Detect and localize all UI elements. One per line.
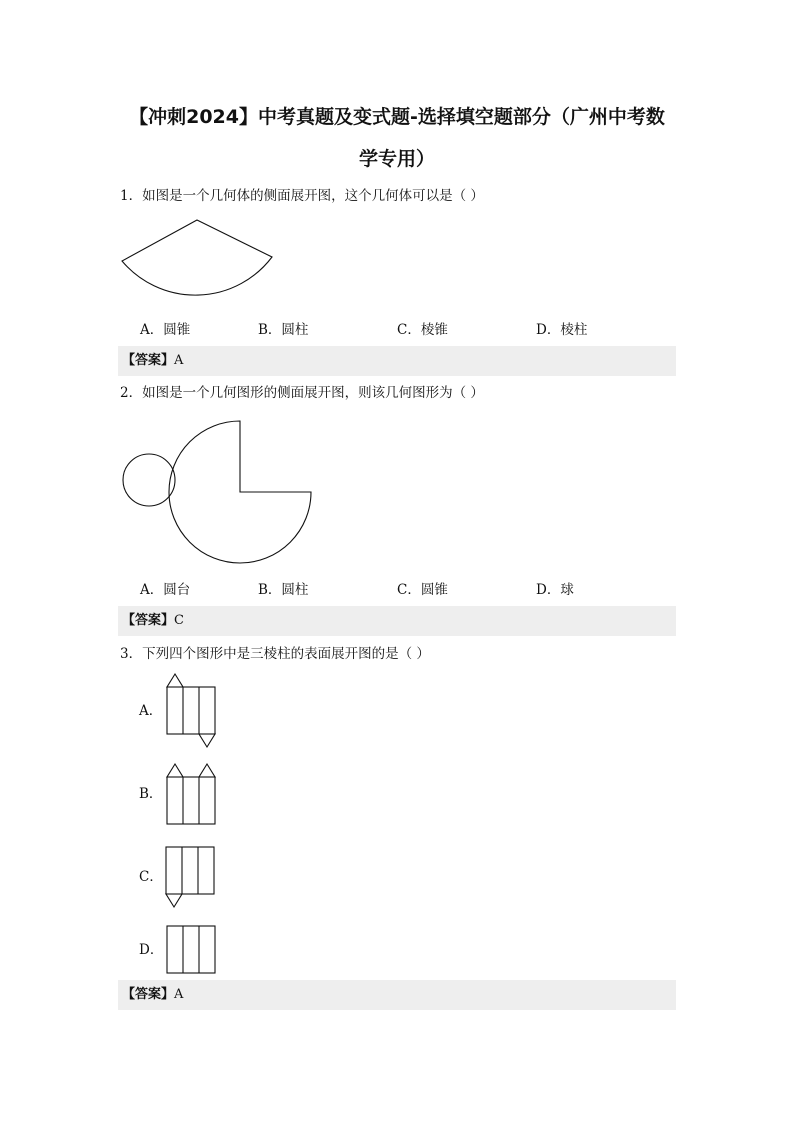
q2-option-c[interactable]: C．圆锥: [397, 582, 448, 598]
question-1-stem: 1．如图是一个几何体的侧面展开图，这个几何体可以是（ ）: [120, 188, 484, 204]
q1-option-b[interactable]: B．圆柱: [258, 322, 309, 338]
q1-answer-value: A: [174, 353, 184, 368]
q2-option-a[interactable]: A．圆台: [140, 582, 191, 598]
q3-answer-label: 【答案】: [122, 987, 175, 1002]
q3-answer-value: A: [174, 987, 184, 1002]
q1-option-d[interactable]: D．棱柱: [536, 322, 588, 338]
question-3-answer: [118, 980, 676, 1010]
q3-option-a[interactable]: A．: [139, 703, 163, 719]
document-title-line-2: 学专用）: [358, 148, 435, 170]
question-3-stem: 3．下列四个图形中是三棱柱的表面展开图的是（ ）: [120, 646, 430, 662]
q1-option-a[interactable]: A．圆锥: [140, 322, 191, 338]
q3-option-c[interactable]: C．: [139, 869, 163, 885]
q3-option-b[interactable]: B．: [139, 786, 163, 802]
q3-option-d[interactable]: D．: [139, 942, 164, 958]
question-2-stem: 2．如图是一个几何图形的侧面展开图，则该几何图形为（ ）: [120, 385, 484, 401]
q1-answer-label: 【答案】: [122, 353, 175, 368]
q2-option-b[interactable]: B．圆柱: [258, 582, 309, 598]
q1-option-c[interactable]: C．棱锥: [397, 322, 448, 338]
q2-answer-label: 【答案】: [122, 613, 175, 628]
q2-answer-value: C: [174, 613, 184, 628]
q2-option-d[interactable]: D．球: [536, 582, 574, 598]
document-title-line-1: 【冲刺2024】中考真题及变式题-选择填空题部分（广州中考数: [129, 106, 665, 128]
